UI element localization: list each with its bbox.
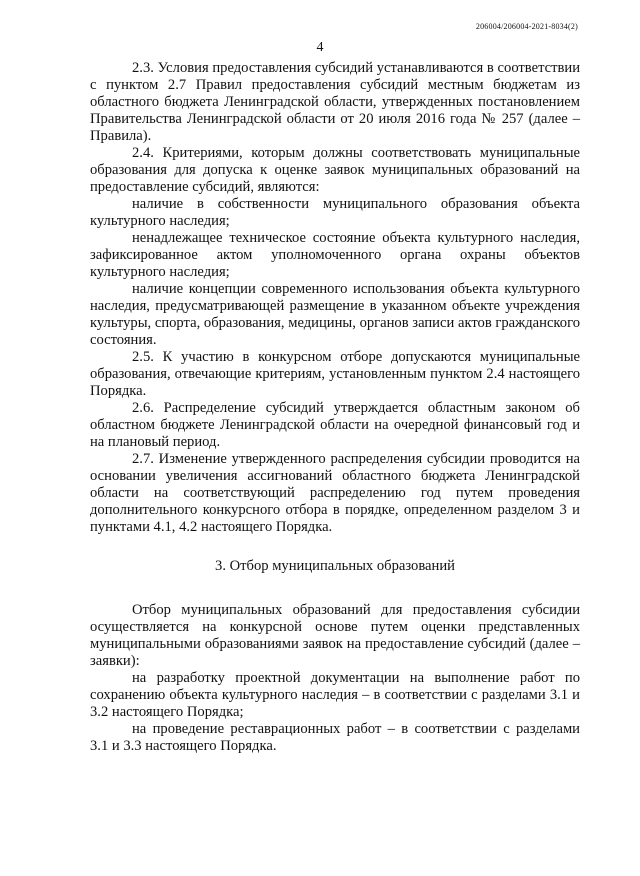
criterion-ownership: наличие в собственности муниципального образования объекта культурного наследия; [90,196,580,229]
criterion-usage-concept: наличие концепции современного использования объекта культурного наследия, предусматривающей размещение в указанном объекте учреждения культуры, спорта, образования, медицины, органов записи актов гражданского состояния. [90,281,580,348]
document-id: 206004/206004-2021-8034(2) [475,22,578,31]
section-heading: 3. Отбор муниципальных образований [215,558,455,574]
selection-intro-paragraph: Отбор муниципальных образований для предоставления субсидии осуществляется на конкурсной основе путем оценки представленных муниципальными образованиями заявок на предоставление субсидий (далее – заявки): [90,602,580,669]
paragraph-2-5: 2.5. К участию в конкурсном отборе допускаются муниципальные образования, отвечающие критериям, установленным пунктом 2.4 настоящего Порядка. [90,349,580,399]
document-body [90,60,580,755]
paragraph-2-4: 2.4. Критериями, которым должны соответствовать муниципальные образования для допуска к оценке заявок муниципальных образований на предоставление субсидий, являются: [90,145,580,195]
paragraph-2-3: 2.3. Условия предоставления субсидий устанавливаются в соответствии с пунктом 2.7 Правил предоставления субсидий местным бюджетам из областного бюджета Ленинградской области, утвержденных постановлением Правительства Ленинградской области от 20 июля 2016 года № 257 (далее – Правила). [90,60,580,144]
paragraph-2-6: 2.6. Распределение субсидий утверждается областным законом об областном бюджете Ленинградской области на очередной финансовый год и на плановый период. [90,400,580,450]
selection-item-design: на разработку проектной документации на выполнение работ по сохранению объекта культурного наследия – в соответствии с разделами 3.1 и 3.2 настоящего Порядка; [90,670,580,720]
paragraph-2-7: 2.7. Изменение утвержденного распределения субсидии проводится на основании увеличения ассигнований областного бюджета Ленинградской области на соответствующий распределению год путем проведения дополнительного конкурсного отбора в порядке, определенном разделом 3 и пунктами 4.1, 4.2 настоящего Порядка. [90,451,580,535]
criterion-technical-state: ненадлежащее техническое состояние объекта культурного наследия, зафиксированное актом уполномоченного органа охраны объектов культурного наследия; [90,230,580,280]
selection-item-restoration: на проведение реставрационных работ – в соответствии с разделами 3.1 и 3.3 настоящего Порядка. [90,721,580,754]
page-number: 4 [316,40,324,55]
